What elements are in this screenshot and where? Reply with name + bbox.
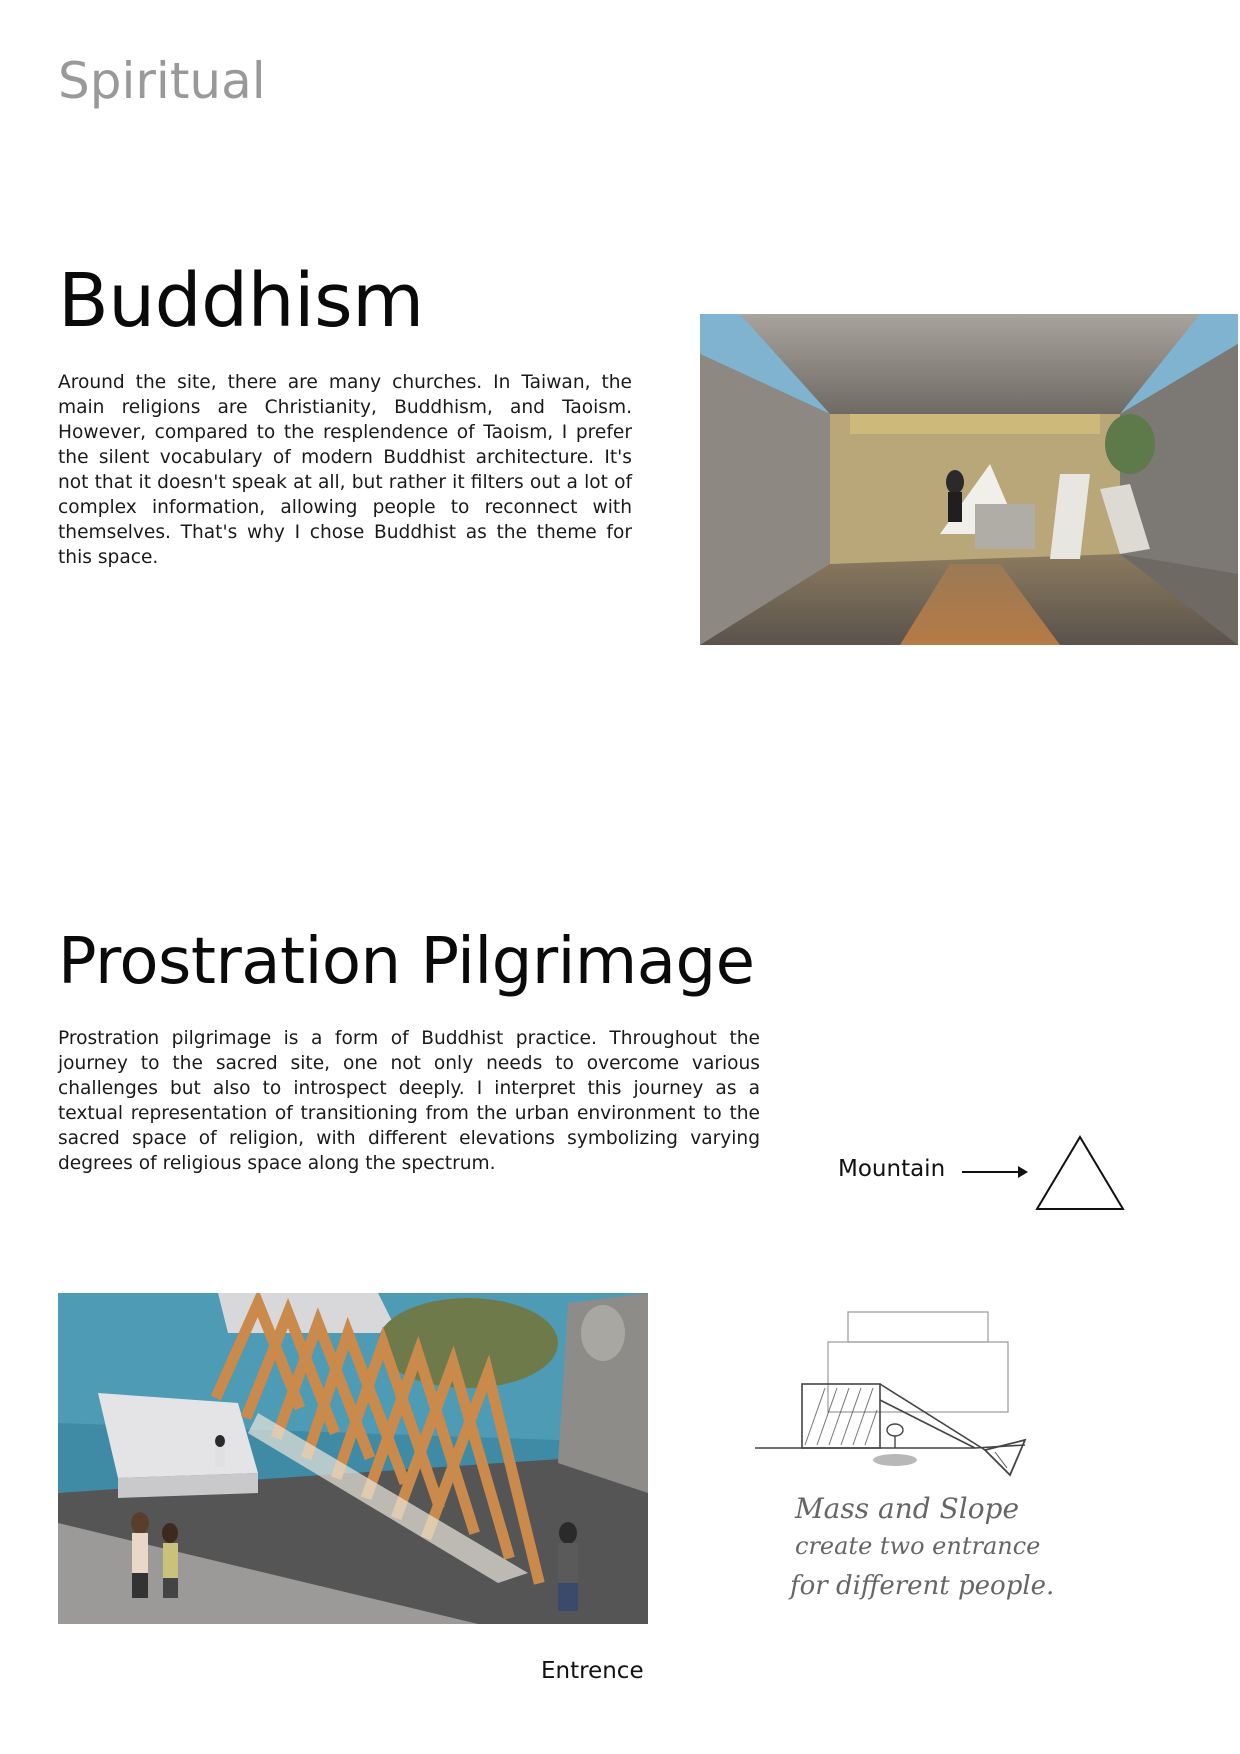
sketch-note-line-1: Mass and Slope xyxy=(795,1492,1020,1525)
sketch-note-line-2: create two entrance xyxy=(795,1532,1041,1560)
buddhism-heading: Buddhism xyxy=(58,258,424,344)
buddhism-paragraph: Around the site, there are many churches. In Taiwan, the main religions are Christianity, Buddhism, and Taoism. However, compared to the resplendence of Taoism, I prefer the silent vocabulary of modern Buddhist architecture. It's not that it doesn't speak at all, but rather it filters out a lot of complex information, allowing people to reconnect with themselves. That's why I chose Buddhist as the theme for this space. xyxy=(58,372,632,568)
mountain-triangle-icon xyxy=(1033,1133,1127,1213)
arrow-right-icon xyxy=(960,1160,1030,1184)
sketch-note-line-3: for different people. xyxy=(790,1571,1055,1601)
pilgrimage-paragraph: Prostration pilgrimage is a form of Buddhist practice. Throughout the journey to the sacred site, one not only needs to overcome various challenges but also to introspect deeply. I interpret this journey as a textual representation of transitioning from the urban environment to the sacred space of religion, with different elevations symbolizing varying degrees of religious space along the spectrum. xyxy=(58,1028,760,1174)
interior-rendering-image xyxy=(700,314,1238,645)
mountain-label: Mountain xyxy=(838,1156,946,1182)
hand-sketch-image xyxy=(745,1300,1075,1610)
entrance-rendering-image xyxy=(58,1293,648,1624)
pilgrimage-heading: Prostration Pilgrimage xyxy=(58,925,755,999)
entrance-caption: Entrence xyxy=(541,1658,644,1684)
section-label: Spiritual xyxy=(58,52,266,110)
